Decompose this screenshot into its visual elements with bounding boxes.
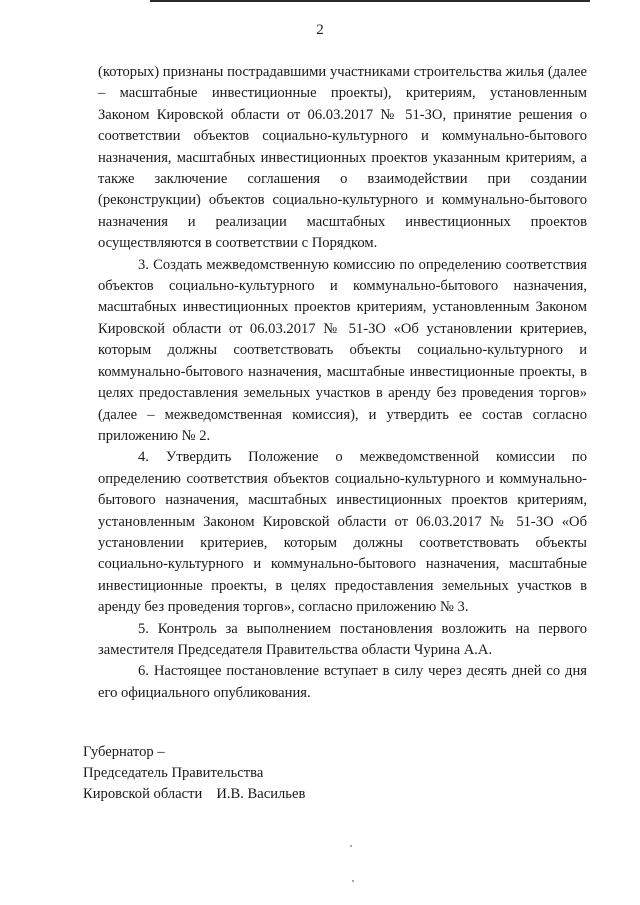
signature-title-governor: Губернатор – — [83, 744, 165, 760]
signature-org: Кировской области — [83, 786, 203, 802]
top-border-line — [150, 0, 590, 2]
signature-org-line — [83, 784, 305, 805]
paragraph-item-5: 5. Контроль за выполнением постановления возложить на первого заместителя Председателя Правительства области Чурина А.А. — [98, 620, 587, 658]
paragraph-continuation: (которых) признаны пострадавшими участниками строительства жилья (далее – масштабные инвестиционные проекты), критериям, установленным Законом Кировской области от 06.03.2017 № 51-ЗО, принятие решения о соответствии объектов социально-культурного и коммунально-бытового назначения, масштабных инвестиционных проектов указанным критериям, а также заключение соглашения о взаимодействии при создании (реконструкции) объектов социально-культурного и коммунально-бытового назначения и реализации масштабных инвестиционных проектов осуществляются в соответствии с Порядком. — [98, 64, 587, 252]
scan-speck — [352, 880, 354, 882]
document-body — [98, 62, 587, 704]
scan-speck — [350, 845, 352, 847]
paragraph-item-6: 6. Настоящее постановление вступает в силу через десять дней со дня его официального опубликования. — [98, 663, 587, 701]
paragraph-item-3: 3. Создать межведомственную комиссию по определению соответствия объектов социально-культурного и коммунально-бытового назначения, масштабных инвестиционных проектов критериям, установленным Законом Кировской области от 06.03.2017 № 51-ЗО «Об установлении критериев, которым должны соответствовать объекты социально-культурного и коммунально-бытового назначения, масштабные инвестиционные проекты, в целях предоставления земельных участков в аренду без проведения торгов» (далее – межведомственная комиссия), и утвердить ее состав согласно приложению № 2. — [98, 256, 587, 444]
signature-block — [83, 742, 305, 805]
paragraph-item-4: 4. Утвердить Положение о межведомственной комиссии по определению соответствия объектов социально-культурного и коммунально-бытового назначения, масштабных инвестиционных проектов критериям, установленным Законом Кировской области от 06.03.2017 № 51-ЗО «Об установлении критериев, которым должны соответствовать объекты социально-культурного и коммунально-бытового назначения, масштабные инвестиционные проекты, в целях предоставления земельных участков в аренду без проведения торгов», согласно приложению № 3. — [98, 449, 587, 616]
signature-title-chairman: Председатель Правительства — [83, 765, 264, 781]
page-number: 2 — [316, 22, 324, 38]
signature-name: И.В. Васильев — [216, 786, 306, 802]
